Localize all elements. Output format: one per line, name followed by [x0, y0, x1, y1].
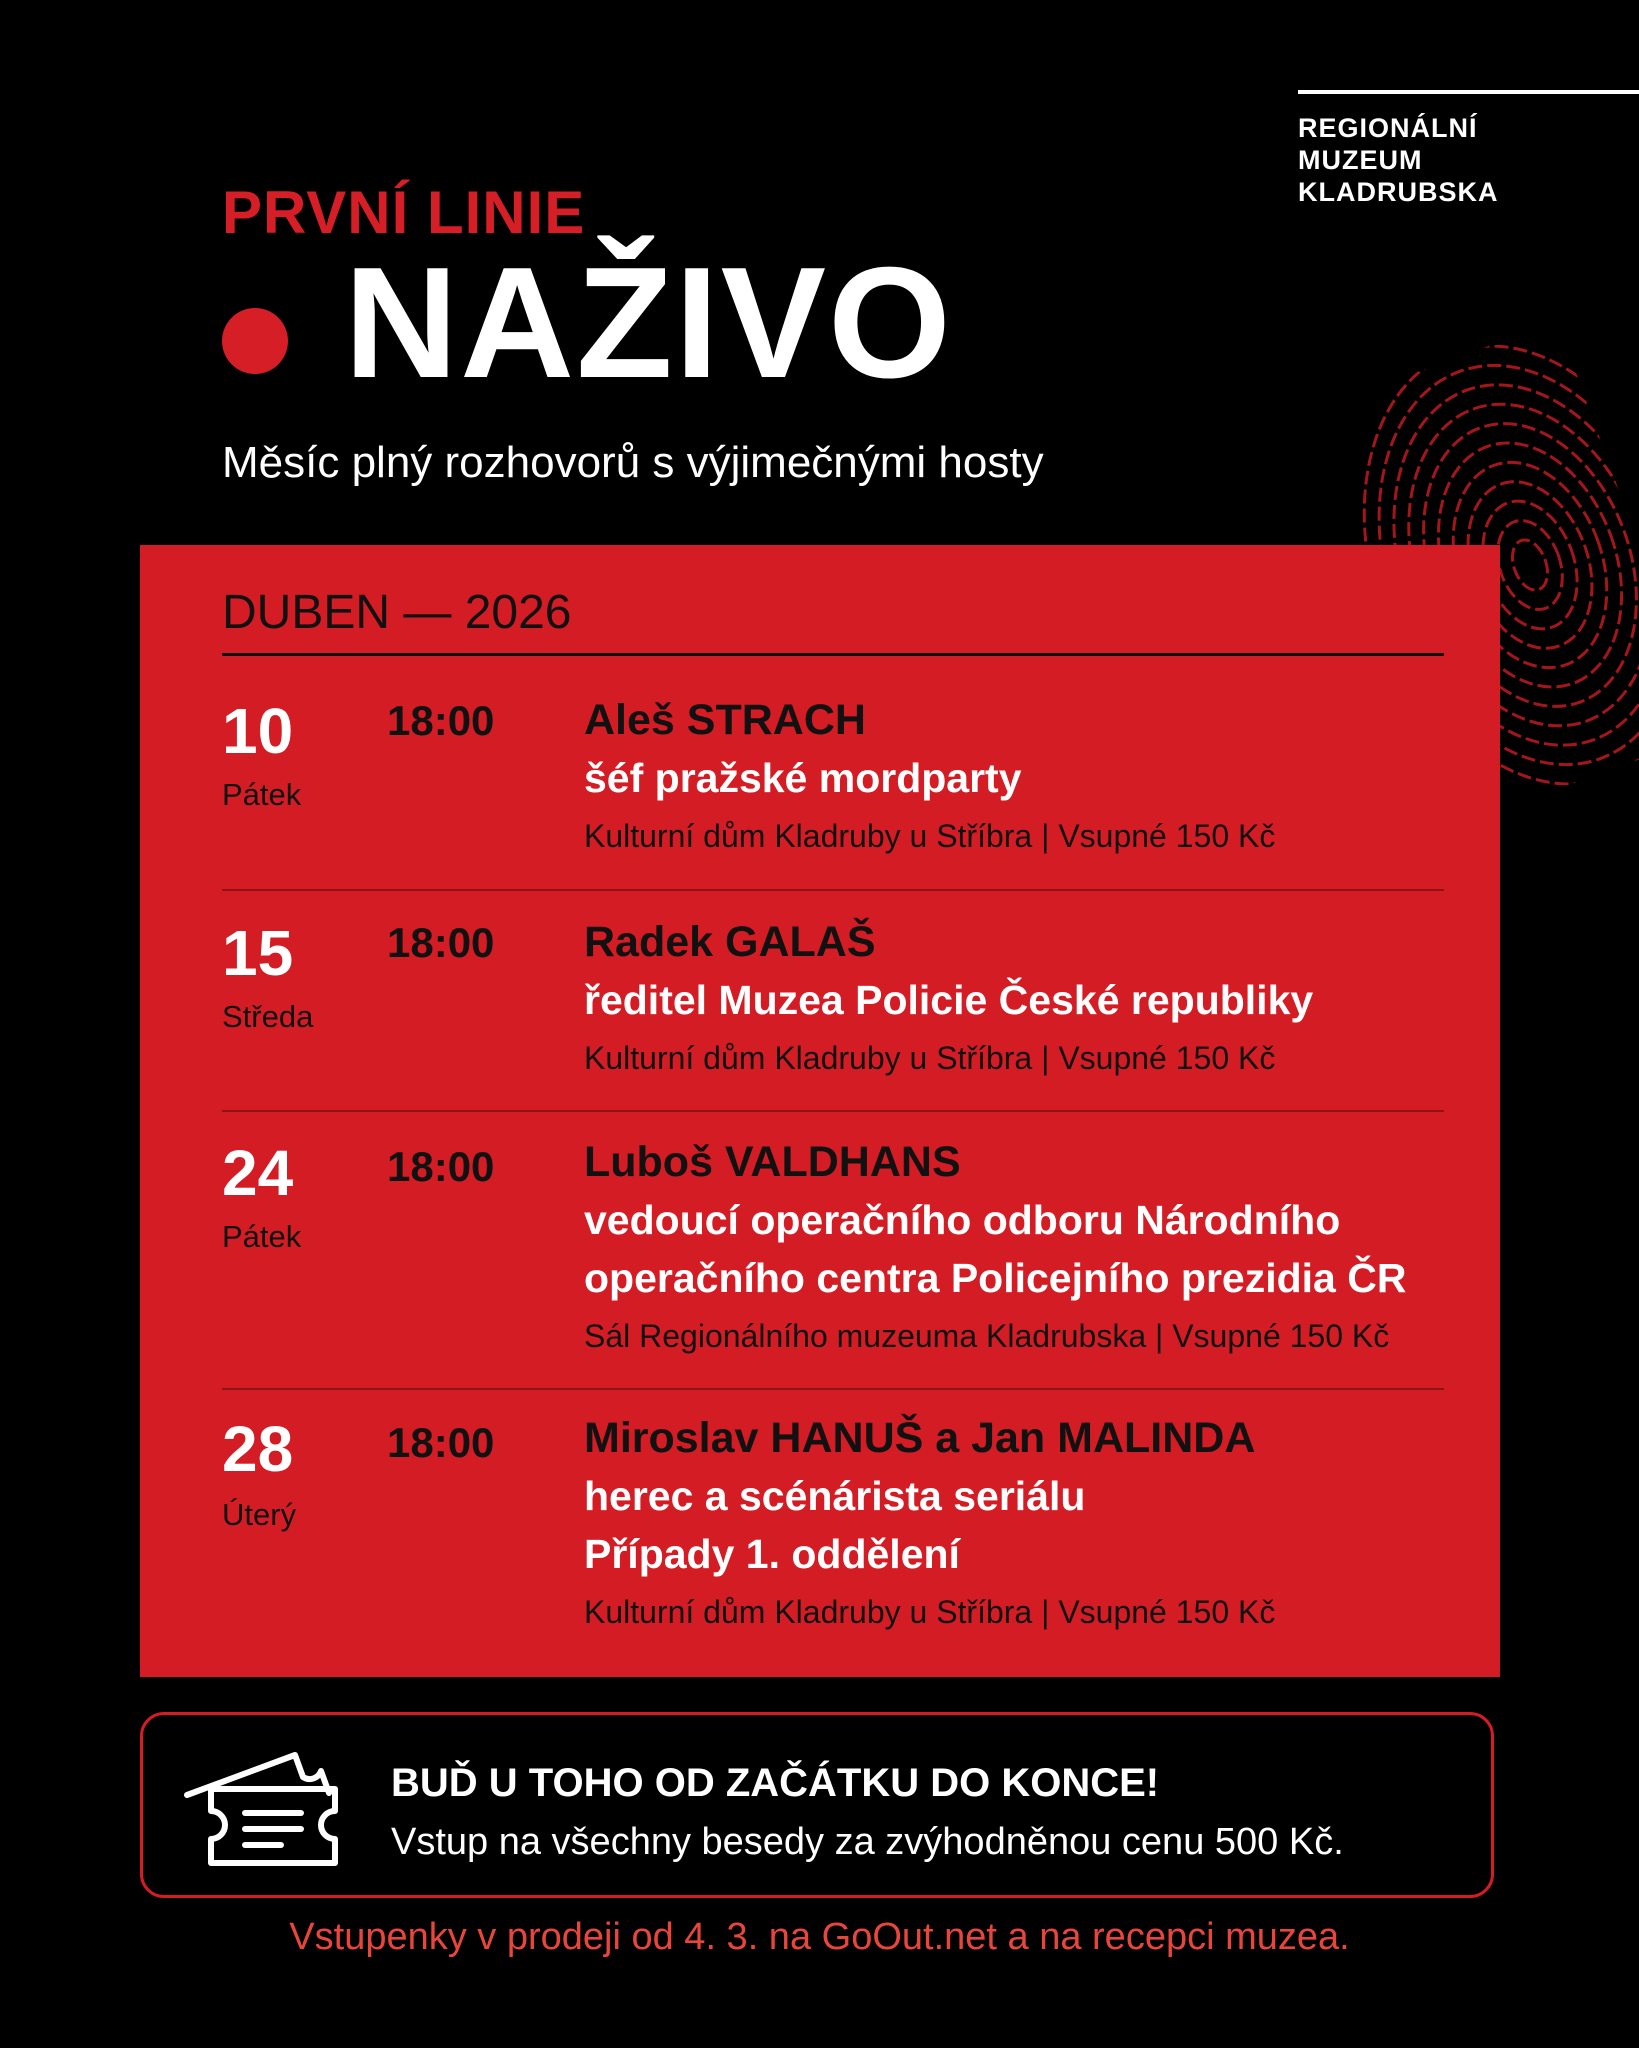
event-time: 18:00: [387, 1143, 495, 1190]
event-day: 24: [222, 1137, 294, 1209]
event-guest-role: ředitel Muzea Policie České republiky: [584, 977, 1314, 1023]
event-venue: Kulturní dům Kladruby u Stříbra | Vsupné 150 Kč: [584, 818, 1276, 854]
event-guest-name: Aleš STRACH: [584, 696, 866, 744]
museum-logo-line: KLADRUBSKA: [1298, 177, 1499, 207]
event-weekday: Pátek: [222, 777, 302, 812]
event-time: 18:00: [387, 697, 495, 744]
schedule-panel: [140, 545, 1500, 1677]
event-details: [584, 1409, 1464, 1637]
ticket-sales-note: Vstupenky v prodeji od 4. 3. na GoOut.net a na recepci muzea.: [289, 1916, 1350, 1958]
event-divider: [222, 1110, 1444, 1112]
event-venue: Kulturní dům Kladruby u Stříbra | Vsupné 150 Kč: [584, 1040, 1276, 1076]
pass-title: BUĎ U TOHO OD ZAČÁTKU DO KONCE!: [391, 1761, 1160, 1805]
logo-rule: [1298, 90, 1639, 94]
event-time: 18:00: [387, 919, 495, 966]
schedule-month: DUBEN — 2026: [222, 586, 572, 639]
event-details: [584, 691, 1464, 861]
event-weekday: Středa: [222, 999, 314, 1034]
event-guest-role: Případy 1. oddělení: [584, 1531, 960, 1577]
pass-description: Vstup na všechny besedy za zvýhodněnou cenu 500 Kč.: [391, 1821, 1344, 1863]
event-venue: Sál Regionálního muzeuma Kladrubska | Vsupné 150 Kč: [584, 1318, 1390, 1354]
event-weekday: Úterý: [222, 1497, 297, 1532]
museum-logo: [1298, 112, 1499, 208]
event-guest-role: operačního centra Policejního prezidia ČR: [584, 1255, 1407, 1301]
event-divider: [222, 1388, 1444, 1390]
event-guest-role: herec a scénárista seriálu: [584, 1473, 1086, 1519]
event-details: [584, 1133, 1464, 1361]
event-guest-name: Miroslav HANUŠ a Jan MALINDA: [584, 1414, 1256, 1462]
live-dot-icon: [222, 308, 288, 374]
event-venue: Kulturní dům Kladruby u Stříbra | Vsupné 150 Kč: [584, 1594, 1276, 1630]
event-day: 10: [222, 695, 294, 767]
event-details: [584, 913, 1464, 1083]
museum-logo-line: REGIONÁLNÍ: [1298, 113, 1478, 143]
page-subtitle: Měsíc plný rozhovorů s výjimečnými hosty: [222, 438, 1044, 487]
series-kicker: PRVNÍ LINIE: [222, 179, 586, 246]
event-weekday: Pátek: [222, 1219, 302, 1254]
event-divider: [222, 889, 1444, 891]
event-guest-role: šéf pražské mordparty: [584, 755, 1022, 801]
season-pass-box: [140, 1712, 1494, 1898]
event-guest-role: vedoucí operačního odboru Národního: [584, 1197, 1341, 1243]
event-day: 28: [222, 1413, 294, 1485]
event-guest-name: Luboš VALDHANS: [584, 1138, 961, 1186]
event-time: 18:00: [387, 1419, 495, 1466]
page-title: NAŽIVO: [344, 235, 953, 411]
event-guest-name: Radek GALAŠ: [584, 918, 876, 966]
ticket-icon: [171, 1737, 347, 1877]
event-day: 15: [222, 917, 294, 989]
museum-logo-line: MUZEUM: [1298, 145, 1423, 175]
month-divider: [222, 653, 1444, 656]
